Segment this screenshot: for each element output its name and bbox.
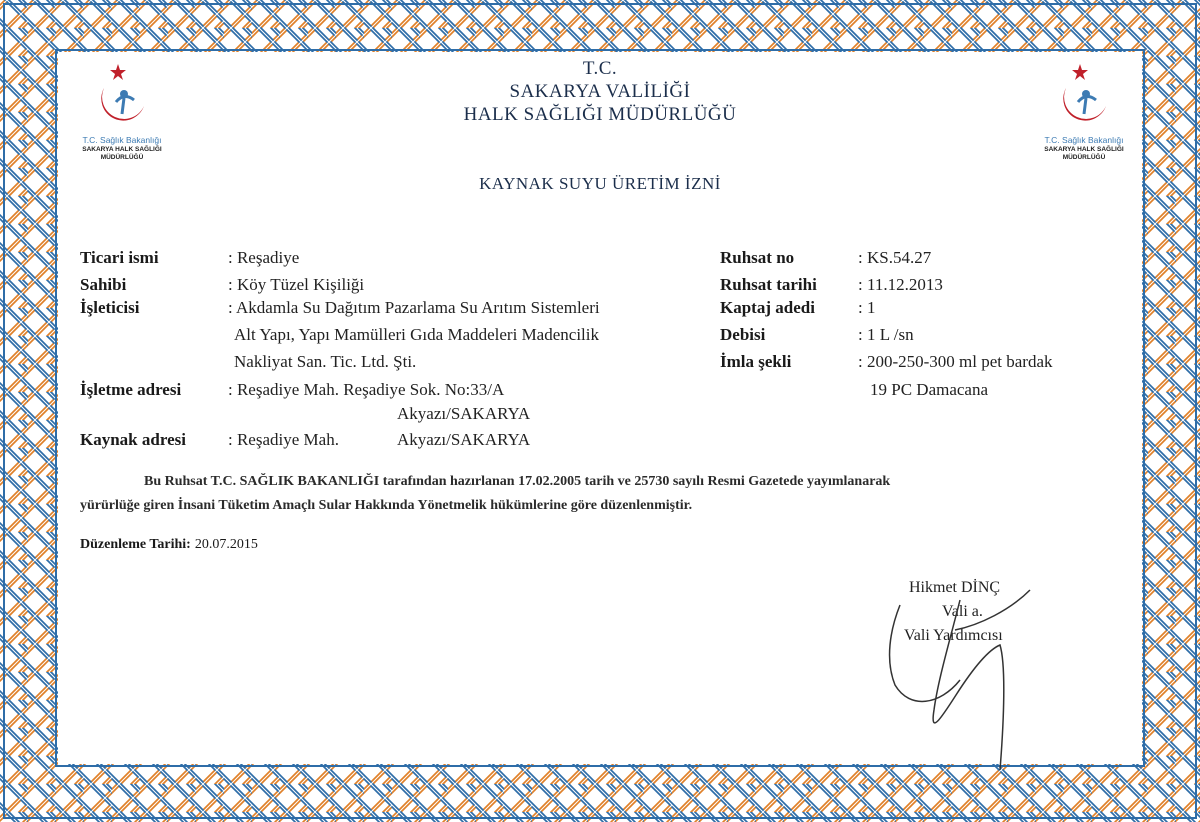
- isletici-value-3: Nakliyat San. Tic. Ltd. Şti.: [234, 352, 417, 371]
- document-title: KAYNAK SUYU ÜRETİM İZNİ: [479, 174, 721, 193]
- isletici-value-1: : Akdamla Su Dağıtım Pazarlama Su Arıtım Sistemleri: [228, 298, 600, 317]
- kaptaj-value: : 1: [858, 298, 876, 317]
- legal-paragraph: [80, 470, 1080, 518]
- header-line-2: SAKARYA VALİLİĞİ: [509, 81, 691, 102]
- issue-date-label: Düzenleme Tarihi:: [80, 537, 191, 552]
- ruhsat-tarihi-value: : 11.12.2013: [858, 275, 943, 294]
- logo-ministry-text: T.C. Sağlık Bakanlığı: [82, 135, 162, 145]
- ticari-value: : Reşadiye: [228, 248, 300, 267]
- legal-paragraph-line-1: Bu Ruhsat T.C. SAĞLIK BAKANLIĞI tarafından hazırlanan 17.02.2005 tarih ve 25730 sayılı Resmi Gazetede yayımlanarak: [144, 474, 891, 489]
- handwritten-signature: [860, 570, 1040, 780]
- issue-date-value: 20.07.2015: [194, 537, 258, 552]
- logo-dept-text-1: SAKARYA HALK SAĞLIĞI: [1044, 146, 1124, 153]
- imla-value-2: 19 PC Damacana: [870, 380, 989, 399]
- isletme-value-2: Akyazı/SAKARYA: [397, 404, 531, 423]
- ministry-logo-left: [62, 62, 182, 172]
- logo-dept-text-1: SAKARYA HALK SAĞLIĞI: [82, 146, 162, 153]
- isletme-label: İşletme adresi: [80, 380, 182, 399]
- ticari-label: Ticari ismi: [80, 248, 159, 267]
- isletici-value-2: Alt Yapı, Yapı Mamülleri Gıda Maddeleri Madencilik: [234, 325, 599, 344]
- issue-date: [80, 535, 258, 553]
- ruhsat-tarihi-label: Ruhsat tarihi: [720, 275, 817, 294]
- logo-dept-text-2: MÜDÜRLÜĞÜ: [1062, 154, 1106, 161]
- logo-ministry-text: T.C. Sağlık Bakanlığı: [1044, 135, 1124, 145]
- ruhsat-no-label: Ruhsat no: [720, 248, 795, 267]
- crescent-star-logo-icon: [1054, 62, 1114, 134]
- legal-paragraph-line-2: yürürlüğe giren İnsani Tüketim Amaçlı Sular Hakkında Yönetmelik hükümlerine göre düzenlenmiştir.: [80, 498, 693, 513]
- imla-value-1: : 200-250-300 ml pet bardak: [858, 352, 1053, 371]
- signer-title-1: Vali a.: [942, 603, 983, 620]
- kaynak-value-2: Akyazı/SAKARYA: [397, 430, 531, 449]
- ruhsat-no-value: : KS.54.27: [858, 248, 932, 267]
- imla-label: İmla şekli: [720, 352, 792, 371]
- header-line-1: T.C.: [582, 58, 618, 79]
- ministry-logo-right: [1024, 62, 1144, 172]
- sahibi-value: : Köy Tüzel Kişiliği: [228, 275, 365, 294]
- kaynak-value-1: : Reşadiye Mah.: [228, 430, 339, 449]
- kaptaj-label: Kaptaj adedi: [720, 298, 815, 317]
- debisi-value: : 1 L /sn: [858, 325, 914, 344]
- signer-title-2: Vali Yardımcısı: [904, 627, 1003, 644]
- kaynak-label: Kaynak adresi: [80, 430, 186, 449]
- isletici-label: İşleticisi: [80, 298, 140, 317]
- signer-name: Hikmet DİNÇ: [909, 579, 1001, 596]
- crescent-star-logo-icon: [92, 62, 152, 134]
- header-line-3: HALK SAĞLIĞI MÜDÜRLÜĞÜ: [463, 104, 737, 125]
- sahibi-label: Sahibi: [80, 275, 127, 294]
- debisi-label: Debisi: [720, 325, 766, 344]
- logo-dept-text-2: MÜDÜRLÜĞÜ: [100, 154, 144, 161]
- isletme-value-1: : Reşadiye Mah. Reşadiye Sok. No:33/A: [228, 380, 505, 399]
